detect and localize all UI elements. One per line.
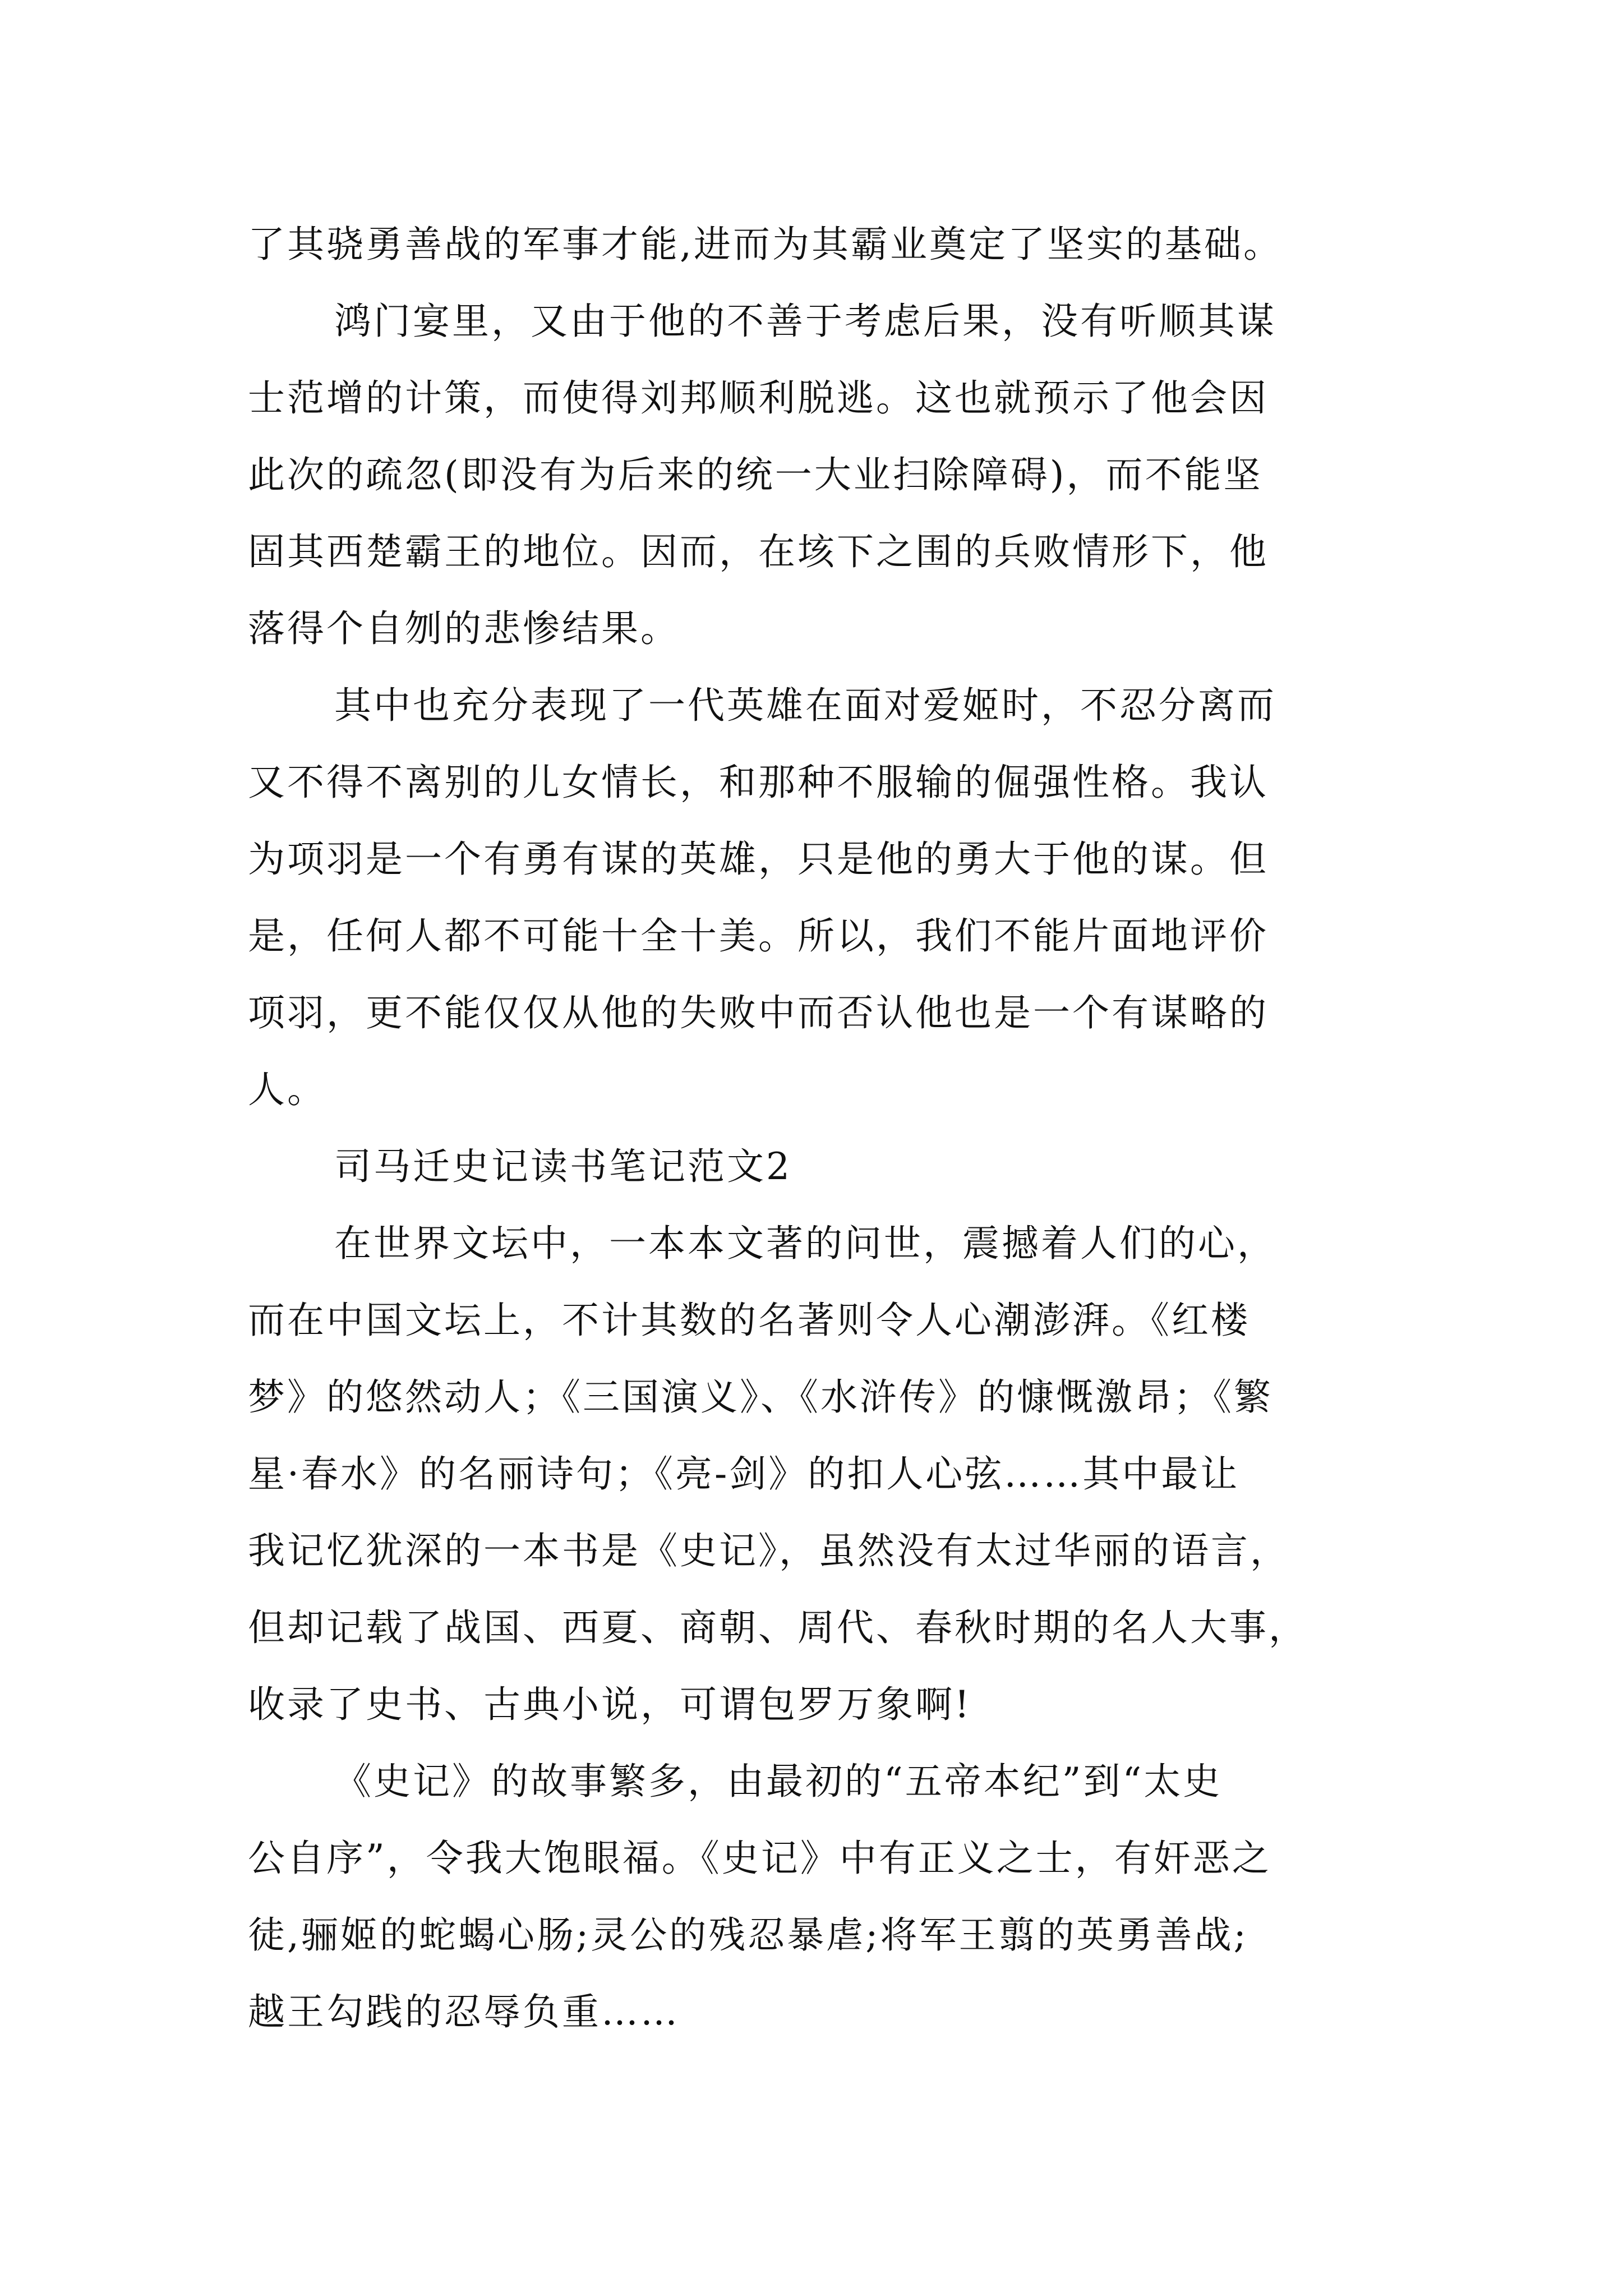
text-line: 士范增的计策，而使得刘邦顺利脱逃。这也就预示了他会因 [248,376,1269,420]
text-line: 而在中国文坛上，不计其数的名著则令人心潮澎湃。《红楼 [248,1299,1250,1342]
text-line: 为项羽是一个有勇有谋的英雄，只是他的勇大于他的谋。但 [248,838,1269,881]
text-line: 固其西楚霸王的地位。因而，在垓下之围的兵败情形下，他 [248,530,1269,573]
text-line: 徒,骊姬的蛇蝎心肠;灵公的残忍暴虐;将军王翦的英勇善战; [248,1913,1248,1957]
text-line: 落得个自刎的悲惨结果。 [248,607,680,650]
text-line: 是，任何人都不可能十全十美。所以，我们不能片面地评价 [248,914,1269,958]
text-line: 又不得不离别的儿女情长，和那种不服输的倔强性格。我认 [248,761,1269,804]
paragraph-start-line: 鸿门宴里，又由于他的不善于考虑后果，没有听顺其谋 [334,300,1276,343]
paragraph-start-line: 其中也充分表现了一代英雄在面对爱姬时，不忍分离而 [334,684,1276,727]
text-line: 此次的疏忽(即没有为后来的统一大业扫除障碍)，而不能坚 [248,453,1263,496]
text-line: 梦》的悠然动人；《三国演义》、《水浒传》的慷慨激昂；《繁 [248,1375,1273,1419]
text-line: 了其骁勇善战的军事才能,进而为其霸业奠定了坚实的基础。 [248,223,1283,266]
section-heading: 司马迁史记读书笔记范文2 [334,1145,792,1188]
text-line: 越王勾践的忍辱负重…… [248,1990,680,2033]
paragraph-start-line: 在世界文坛中，一本本文著的问世，震撼着人们的心， [334,1222,1276,1265]
paragraph-start-line: 《史记》的故事繁多，由最初的“五帝本纪”到“太史 [334,1760,1223,1803]
text-line: 公自序”，令我大饱眼福。《史记》中有正义之士，有奸恶之 [248,1837,1271,1880]
text-line: 星·春水》的名丽诗句；《亮-剑》的扣人心弦……其中最让 [248,1452,1240,1496]
text-line: 收录了史书、古典小说，可谓包罗万象啊! [248,1683,972,1726]
text-line: 人。 [248,1068,326,1111]
text-line: 我记忆犹深的一本书是《史记》，虽然没有太过华丽的语言， [248,1529,1289,1572]
text-line: 项羽，更不能仅仅从他的失败中而否认他也是一个有谋略的 [248,991,1269,1034]
text-line: 但却记载了战国、西夏、商朝、周代、春秋时期的名人大事， [248,1606,1308,1649]
